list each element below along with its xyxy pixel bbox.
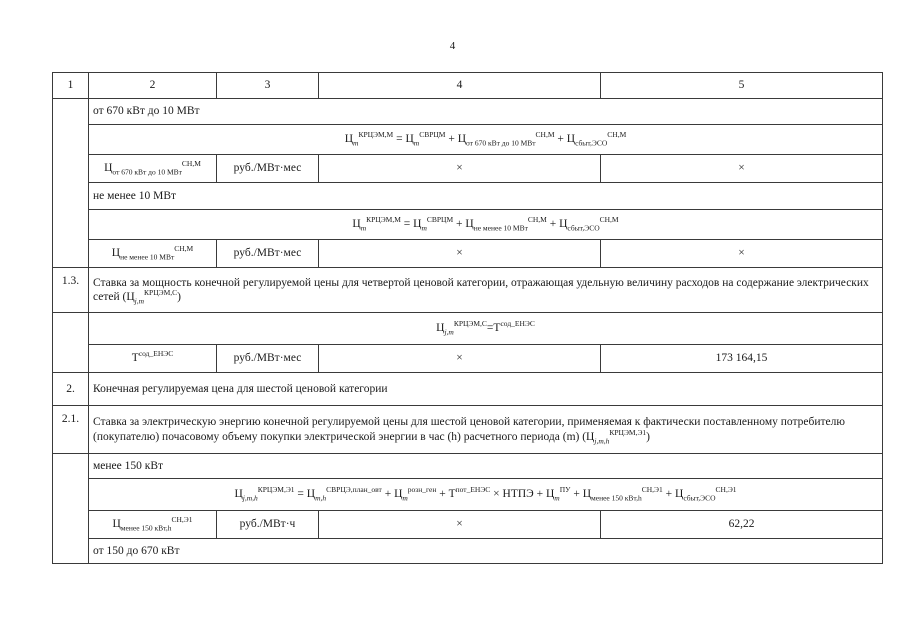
value-cell-5: 62,22 (601, 511, 883, 539)
row-number-cell (53, 313, 89, 373)
row-number-cell (53, 99, 89, 268)
subheading: менее 150 кВт (89, 454, 883, 479)
value-cell-4: × (319, 240, 601, 268)
table-row (53, 155, 883, 183)
section-row (53, 373, 883, 406)
unit-cell: руб./МВт·мес (217, 345, 319, 373)
subheading: от 150 до 670 кВт (89, 539, 883, 564)
formula-row (53, 313, 883, 345)
unit-cell: руб./МВт·мес (217, 155, 319, 183)
section-number: 1.3. (53, 268, 89, 313)
section-row (53, 406, 883, 454)
table-row (53, 345, 883, 373)
header-row (53, 73, 883, 99)
col-header-3: 3 (217, 73, 319, 99)
value-cell-5: × (601, 240, 883, 268)
subheading: от 670 кВт до 10 МВт (89, 99, 883, 125)
section-text: Ставка за мощность конечной регулируемой цены для четвертой ценовой категории, отражающая удельную величину расходов на содержание электрических сетей $(Ц_{j,m}^{КРЦЭМ,С})$ (89, 268, 883, 313)
formula: $Ц_{j,m}^{КРЦЭМ,С}=Т^{сод\_ЕНЭС}$ (89, 313, 883, 345)
value-cell-5: 173 164,15 (601, 345, 883, 373)
value-cell-4: × (319, 345, 601, 373)
section-number: 2.1. (53, 406, 89, 454)
section-text: Ставка за электрическую энергию конечной регулируемой цены для шестой ценовой категории, применяемая к фактически поставленному потребителю (покупателю) почасовому объему покупки электрической энергии в час (h) расчетного периода (m) $(Ц_{j,m,h}^{КРЦЭМ,Э1})$ (89, 406, 883, 454)
value-cell-4: × (319, 155, 601, 183)
col-header-4: 4 (319, 73, 601, 99)
col-header-5: 5 (601, 73, 883, 99)
table-row (53, 99, 883, 125)
unit-cell: руб./МВт·мес (217, 240, 319, 268)
symbol-cell: $Ц_{не менее 10 МВт}^{СН,М}$ (89, 240, 217, 268)
table-row (53, 539, 883, 564)
section-number: 2. (53, 373, 89, 406)
formula: $Ц_{j,m,h}^{КРЦЭМ,Э1} = Ц_{m,h}^{СВРЦЭ,план\_овт} + Ц_m^{розн\_ген} + Т^{пот\_ЕНЭС}$ × НТПЭ + $Ц_m^{ПУ} + Ц_{менее 150 кВт,h}^{СН,Э1} + Ц_{сбыт,ЭСО}^{СН,Э1}$ (89, 479, 883, 511)
row-number-cell (53, 454, 89, 564)
tariff-table (52, 72, 883, 564)
table-row (53, 183, 883, 210)
subheading: не менее 10 МВт (89, 183, 883, 210)
table-row (53, 240, 883, 268)
symbol-cell: $Т^{сод\_ЕНЭС}$ (89, 345, 217, 373)
formula-row (53, 479, 883, 511)
page-number: 4 (449, 40, 456, 52)
unit-cell: руб./МВт·ч (217, 511, 319, 539)
value-cell-4: × (319, 511, 601, 539)
table-row (53, 454, 883, 479)
col-header-1: 1 (53, 73, 89, 99)
formula: $Ц_m^{КРЦЭМ,М} = Ц_m^{СВРЦМ} + Ц_{от 670 кВт до 10 МВт}^{СН,М} + Ц_{сбыт,ЭСО}^{СН,М}$ (89, 125, 883, 155)
formula-row (53, 210, 883, 240)
formula-row (53, 125, 883, 155)
section-row (53, 268, 883, 313)
symbol-cell: $Ц_{от 670 кВт до 10 МВт}^{СН,М}$ (89, 155, 217, 183)
symbol-cell: $Ц_{менее 150 кВт,h}^{СН,Э1}$ (89, 511, 217, 539)
value-cell-5: × (601, 155, 883, 183)
col-header-2: 2 (89, 73, 217, 99)
formula: $Ц_m^{КРЦЭМ,М} = Ц_m^{СВРЦМ} + Ц_{не менее 10 МВт}^{СН,М} + Ц_{сбыт,ЭСО}^{СН,М}$ (89, 210, 883, 240)
section-text: Конечная регулируемая цена для шестой ценовой категории (89, 373, 883, 406)
table-row (53, 511, 883, 539)
